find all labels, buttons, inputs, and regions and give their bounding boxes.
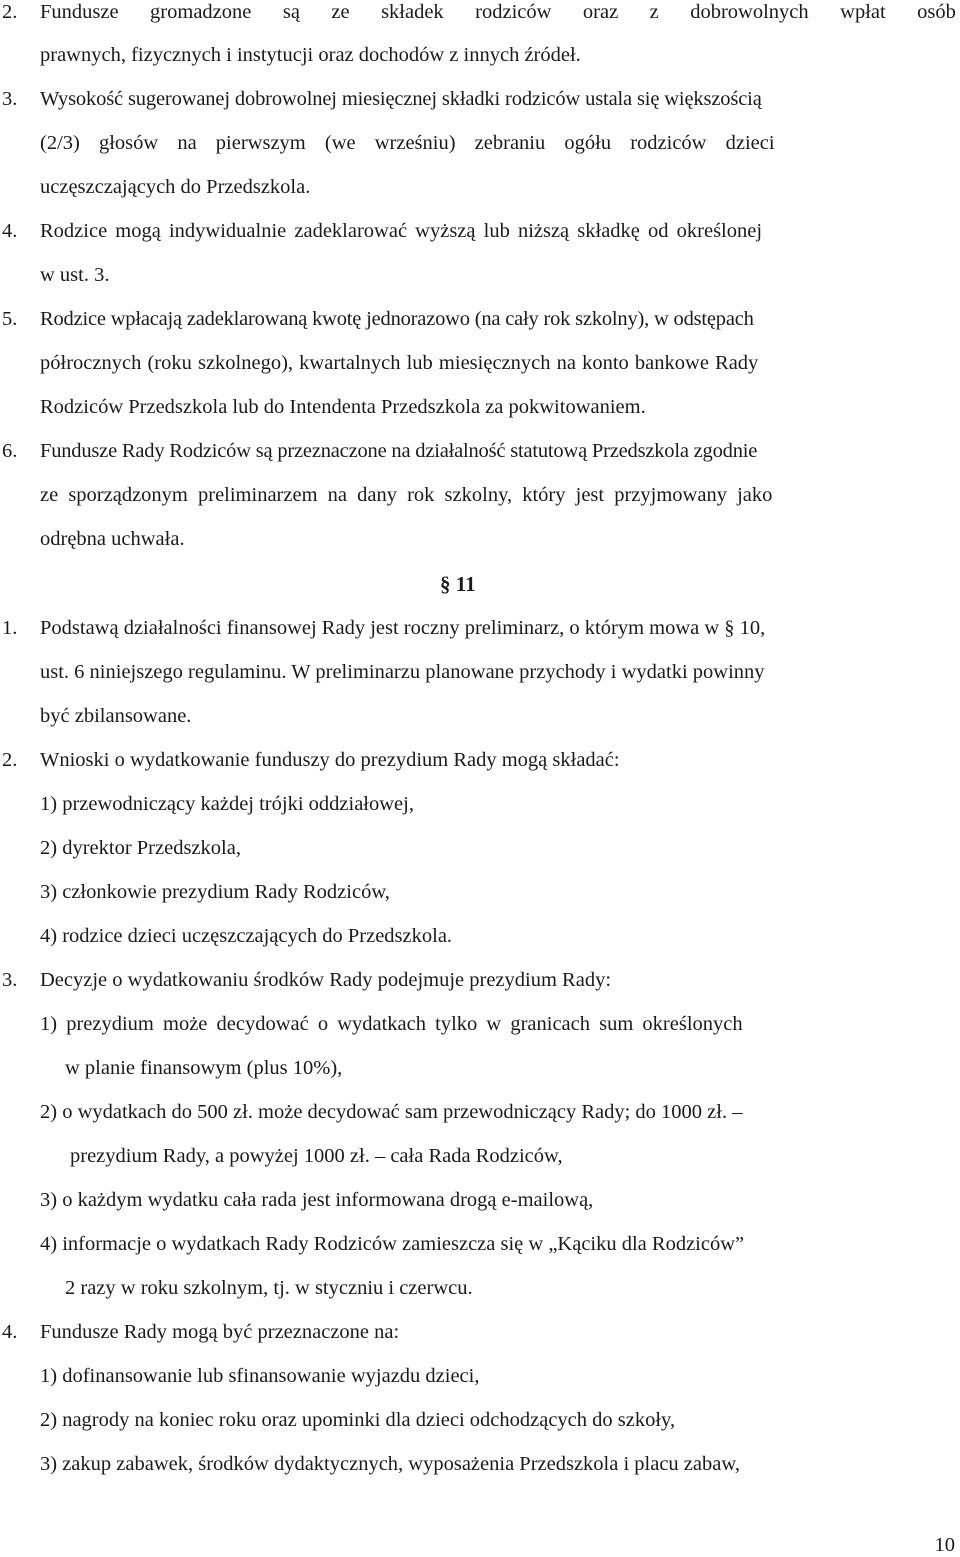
paragraph-line: Rodzice mogą indywidualnie zadeklarować wyższą lub niższą składkę od określonej (40, 220, 763, 242)
word: ze (331, 1, 350, 23)
page-number: 10 (934, 1534, 955, 1556)
word: gromadzone (150, 1, 252, 23)
paragraph-line: Rodziców Przedszkola lub do Intendenta Przedszkola za pokwitowaniem. (40, 396, 646, 418)
paragraph-number: 6. (2, 440, 18, 462)
list-item: 2) dyrektor Przedszkola, (40, 837, 241, 859)
paragraph-line (40, 0, 956, 24)
paragraph-number: 4. (2, 1321, 18, 1343)
paragraph-number: 5. (2, 308, 18, 330)
paragraph-line: Wnioski o wydatkowanie funduszy do prezydium Rady mogą składać: (40, 749, 620, 771)
word: oraz (582, 1, 619, 23)
section-heading: § 11 (440, 572, 476, 596)
paragraph-number: 4. (2, 220, 18, 242)
list-item: 3) o każdym wydatku cała rada jest informowana drogą e-mailową, (40, 1189, 594, 1211)
paragraph-number: 2. (2, 749, 18, 771)
paragraph-line: Wysokość sugerowanej dobrowolnej miesięcznej składki rodziców ustala się większością (40, 88, 762, 110)
paragraph-line: Rodzice wpłacają zadeklarowaną kwotę jednorazowo (na cały rok szkolny), w odstępach (40, 308, 754, 330)
list-item: 1) prezydium może decydować o wydatkach tylko w granicach sum określonych (40, 1013, 743, 1035)
word: dobrowolnych (690, 1, 809, 23)
paragraph-line: Podstawą działalności finansowej Rady jest roczny preliminarz, o którym mowa w § 10, (40, 617, 766, 639)
paragraph-line: (2/3) głosów na pierwszym (we wrześniu) zebraniu ogółu rodziców dzieci (40, 132, 775, 154)
paragraph-number: 3. (2, 969, 18, 991)
paragraph-line: prawnych, fizycznych i instytucji oraz dochodów z innych źródeł. (40, 44, 581, 66)
list-item: 2) nagrody na koniec roku oraz upominki dla dzieci odchodzących do szkoły, (40, 1409, 676, 1431)
list-item: 2) o wydatkach do 500 zł. może decydować sam przewodniczący Rady; do 1000 zł. – (40, 1101, 743, 1123)
paragraph-number: 3. (2, 88, 18, 110)
word: z (649, 1, 659, 23)
paragraph-line: Fundusze Rady Rodziców są przeznaczone na działalność statutową Przedszkola zgodnie (40, 440, 758, 462)
word: składek (381, 1, 444, 23)
word: wpłat (840, 1, 886, 23)
paragraph-line: ust. 6 niniejszego regulaminu. W preliminarzu planowane przychody i wydatki powinny (40, 661, 765, 683)
paragraph-line: półrocznych (roku szkolnego), kwartalnych lub miesięcznych na konto bankowe Rady (40, 352, 759, 374)
paragraph-number: 1. (2, 617, 18, 639)
word: Fundusze (40, 1, 119, 23)
word: rodziców (475, 1, 552, 23)
paragraph-line: być zbilansowane. (40, 705, 192, 727)
list-item-continuation: prezydium Rady, a powyżej 1000 zł. – cała Rada Rodziców, (70, 1145, 563, 1167)
list-item: 3) zakup zabawek, środków dydaktycznych, wyposażenia Przedszkola i placu zabaw, (40, 1453, 740, 1475)
paragraph-line: odrębna uchwała. (40, 528, 185, 550)
list-item: 4) rodzice dzieci uczęszczających do Przedszkola. (40, 925, 453, 947)
paragraph-line: w ust. 3. (40, 264, 110, 286)
list-item: 4) informacje o wydatkach Rady Rodziców zamieszcza się w „Kąciku dla Rodziców” (40, 1233, 745, 1255)
list-item: 3) członkowie prezydium Rady Rodziców, (40, 881, 390, 903)
paragraph-line: uczęszczających do Przedszkola. (40, 176, 311, 198)
list-item: 1) dofinansowanie lub sfinansowanie wyjazdu dzieci, (40, 1365, 480, 1387)
list-item-continuation: 2 razy w roku szkolnym, tj. w styczniu i czerwcu. (65, 1277, 473, 1299)
list-item-continuation: w planie finansowym (plus 10%), (65, 1057, 343, 1079)
paragraph-line: ze sporządzonym preliminarzem na dany rok szkolny, który jest przyjmowany jako (40, 484, 773, 506)
paragraph-line: Decyzje o wydatkowaniu środków Rady podejmuje prezydium Rady: (40, 969, 612, 991)
word: są (282, 1, 300, 23)
list-item: 1) przewodniczący każdej trójki oddziałowej, (40, 793, 414, 815)
word: osób (917, 1, 956, 23)
paragraph-line: Fundusze Rady mogą być przeznaczone na: (40, 1321, 400, 1343)
paragraph-number: 2. (2, 1, 18, 23)
